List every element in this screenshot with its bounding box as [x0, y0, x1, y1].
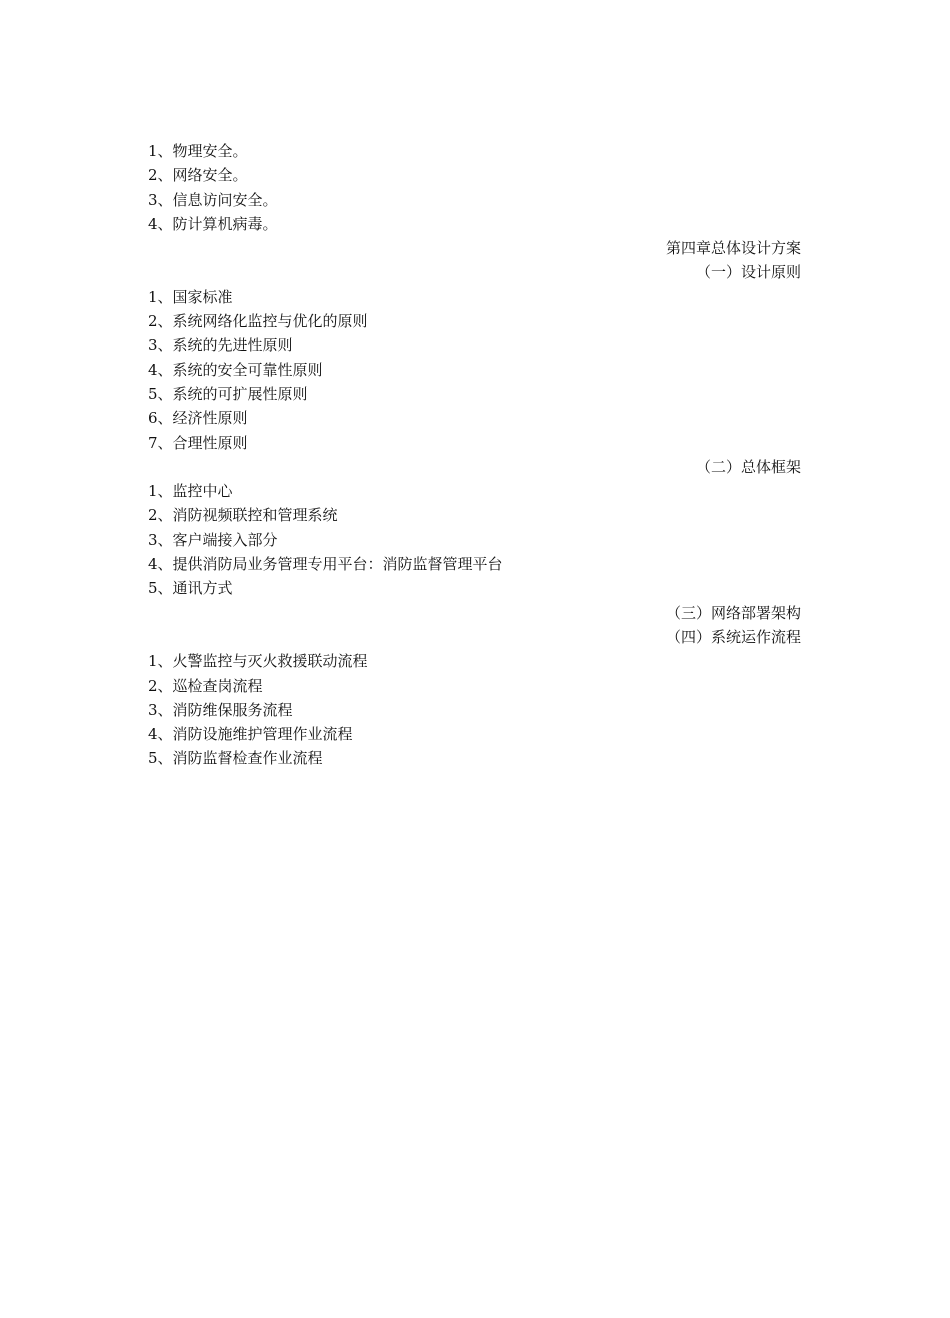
list-item: 1、火警监控与灭火救援联动流程 — [148, 652, 368, 671]
list-item: 5、系统的可扩展性原则 — [148, 384, 308, 403]
section-heading-system-workflow: （四）系统运作流程 — [665, 627, 801, 646]
section-heading-network-deployment: （三）网络部署架构 — [665, 603, 801, 622]
list-item: 3、信息访问安全。 — [148, 190, 278, 209]
security-list — [148, 139, 801, 236]
overall-framework-list — [148, 479, 801, 600]
list-item: 2、系统网络化监控与优化的原则 — [148, 312, 368, 331]
list-item: 4、提供消防局业务管理专用平台：消防监督管理平台 — [148, 555, 503, 574]
list-item: 1、监控中心 — [148, 482, 233, 501]
list-item: 4、防计算机病毒。 — [148, 214, 278, 233]
list-item: 1、物理安全。 — [148, 142, 248, 160]
section-heading-design-principles: （一）设计原则 — [695, 263, 801, 282]
list-item: 1、国家标准 — [148, 287, 233, 306]
list-item: 3、系统的先进性原则 — [148, 336, 293, 355]
list-item: 6、经济性原则 — [148, 409, 248, 428]
list-item: 3、消防维保服务流程 — [148, 700, 293, 719]
list-item: 2、网络安全。 — [148, 166, 248, 185]
document-body — [148, 139, 801, 771]
section-heading-overall-framework: （二）总体框架 — [695, 457, 801, 476]
list-item: 7、合理性原则 — [148, 433, 248, 452]
list-item: 4、系统的安全可靠性原则 — [148, 360, 323, 379]
system-workflow-list — [148, 649, 801, 770]
list-item: 2、消防视频联控和管理系统 — [148, 506, 338, 525]
list-item: 5、消防监督检查作业流程 — [148, 749, 323, 768]
design-principles-list — [148, 285, 801, 455]
list-item: 2、巡检查岗流程 — [148, 676, 263, 695]
list-item: 5、通讯方式 — [148, 579, 233, 598]
list-item: 4、消防设施维护管理作业流程 — [148, 725, 353, 744]
list-item: 3、客户端接入部分 — [148, 530, 278, 549]
chapter-title: 第四章总体设计方案 — [665, 239, 801, 258]
